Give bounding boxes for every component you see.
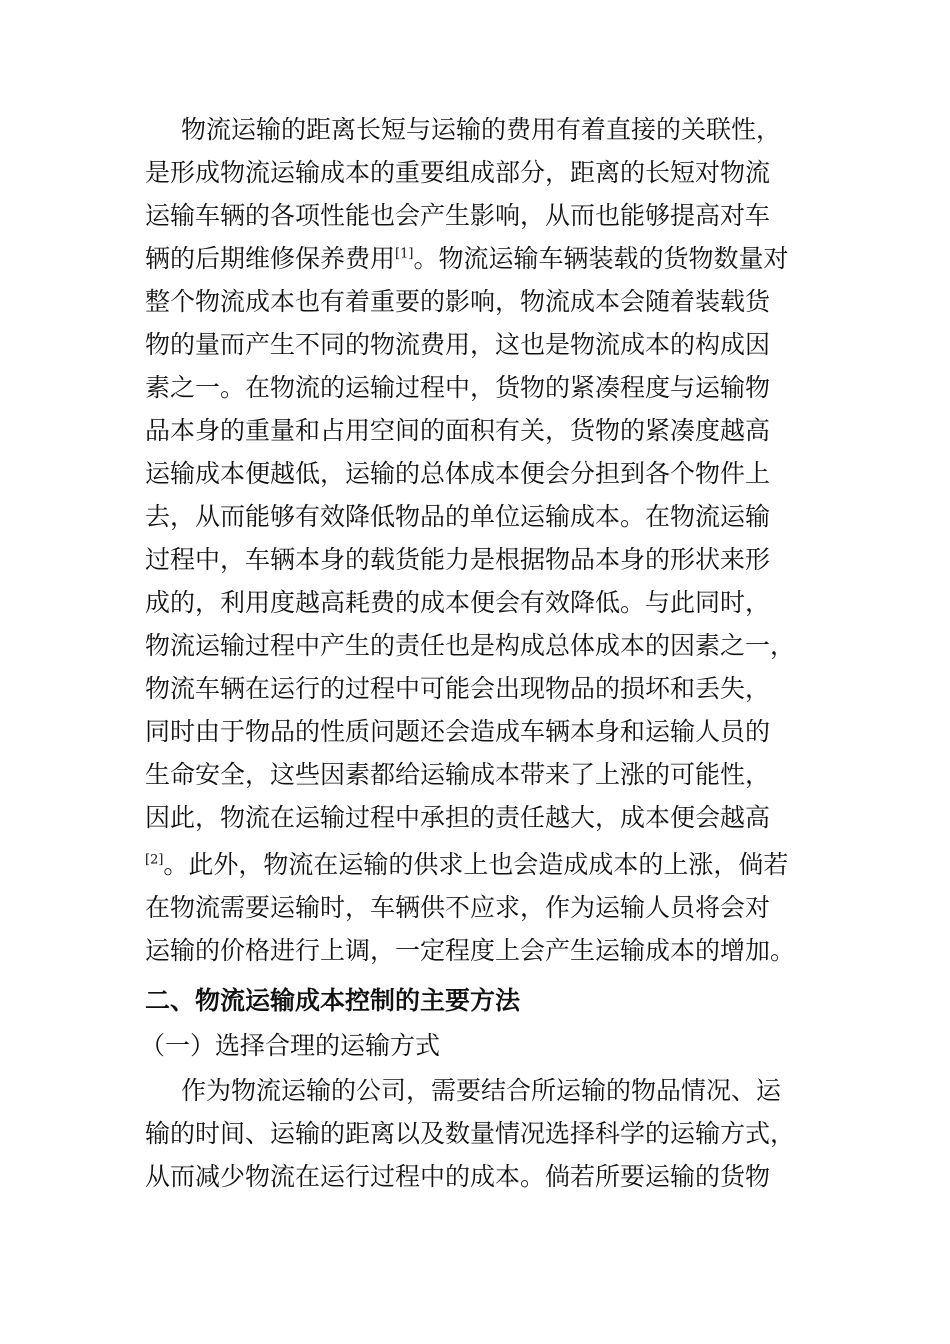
para1-line-16: 生命安全，这些因素都给运输成本带来了上涨的可能性， [145,760,771,789]
para1-line-4-head: 辆的后期维修保养费用 [145,244,396,273]
para1-line-8: 品本身的重量和占用空间的面积有关，货物的紧凑度越高 [145,416,771,445]
para1-line-9: 运输成本便越低，运输的总体成本便会分担到各个物件上 [145,459,771,488]
para1-line-17: 因此，物流在运输过程中承担的责任越大，成本便会越高 [145,803,771,832]
para1-line-5: 整个物流成本也有着重要的影响，物流成本会随着装载货 [145,287,771,316]
para1-line-13: 物流运输过程中产生的责任也是构成总体成本的因素之一， [145,631,796,660]
para1-line-2: 是形成物流运输成本的重要组成部分，距离的长短对物流 [145,158,771,187]
para1-line-18-tail: 。此外，物流在运输的供求上也会造成成本的上涨，倘若 [163,850,789,879]
citation-ref-1: [1] [395,246,414,262]
para1-line-18 [145,848,788,882]
subsection-heading-1: （一）选择合理的运输方式 [140,1031,441,1060]
para1-line-14: 物流车辆在运行的过程中可能会出现物品的损坏和丢失， [145,674,771,703]
para2-line-3: 从而减少物流在运行过程中的成本。倘若所要运输的货物 [145,1162,771,1191]
para2-line-1: 作为物流运输的公司，需要结合所运输的物品情况、运 [181,1076,782,1105]
para1-line-12: 成的，利用度越高耗费的成本便会有效降低。与此同时， [145,588,771,617]
para2-line-2: 输的时间、运输的距离以及数量情况选择科学的运输方式， [145,1119,796,1148]
para1-line-7: 素之一。在物流的运输过程中，货物的紧凑程度与运输物 [145,373,771,402]
para1-line-1: 物流运输的距离长短与运输的费用有着直接的关联性， [181,115,782,144]
para1-line-6: 物的量而产生不同的物流费用，这也是物流成本的构成因 [145,330,771,359]
para1-line-19: 在物流需要运输时，车辆供不应求，作为运输人员将会对 [145,893,771,922]
citation-ref-2: [2] [145,852,164,868]
para1-line-3: 运输车辆的各项性能也会产生影响，从而也能够提高对车 [145,201,771,230]
para1-line-4 [145,242,788,276]
para1-line-15: 同时由于物品的性质问题还会造成车辆本身和运输人员的 [145,717,771,746]
para1-line-11: 过程中，车辆本身的载货能力是根据物品本身的形状来形 [145,545,771,574]
section-heading-2: 二、物流运输成本控制的主要方法 [145,986,521,1015]
para1-line-10: 去，从而能够有效降低物品的单位运输成本。在物流运输 [145,502,771,531]
para1-line-20: 运输的价格进行上调，一定程度上会产生运输成本的增加。 [145,936,796,965]
para1-line-4-tail: 。物流运输车辆装载的货物数量对 [413,244,789,273]
